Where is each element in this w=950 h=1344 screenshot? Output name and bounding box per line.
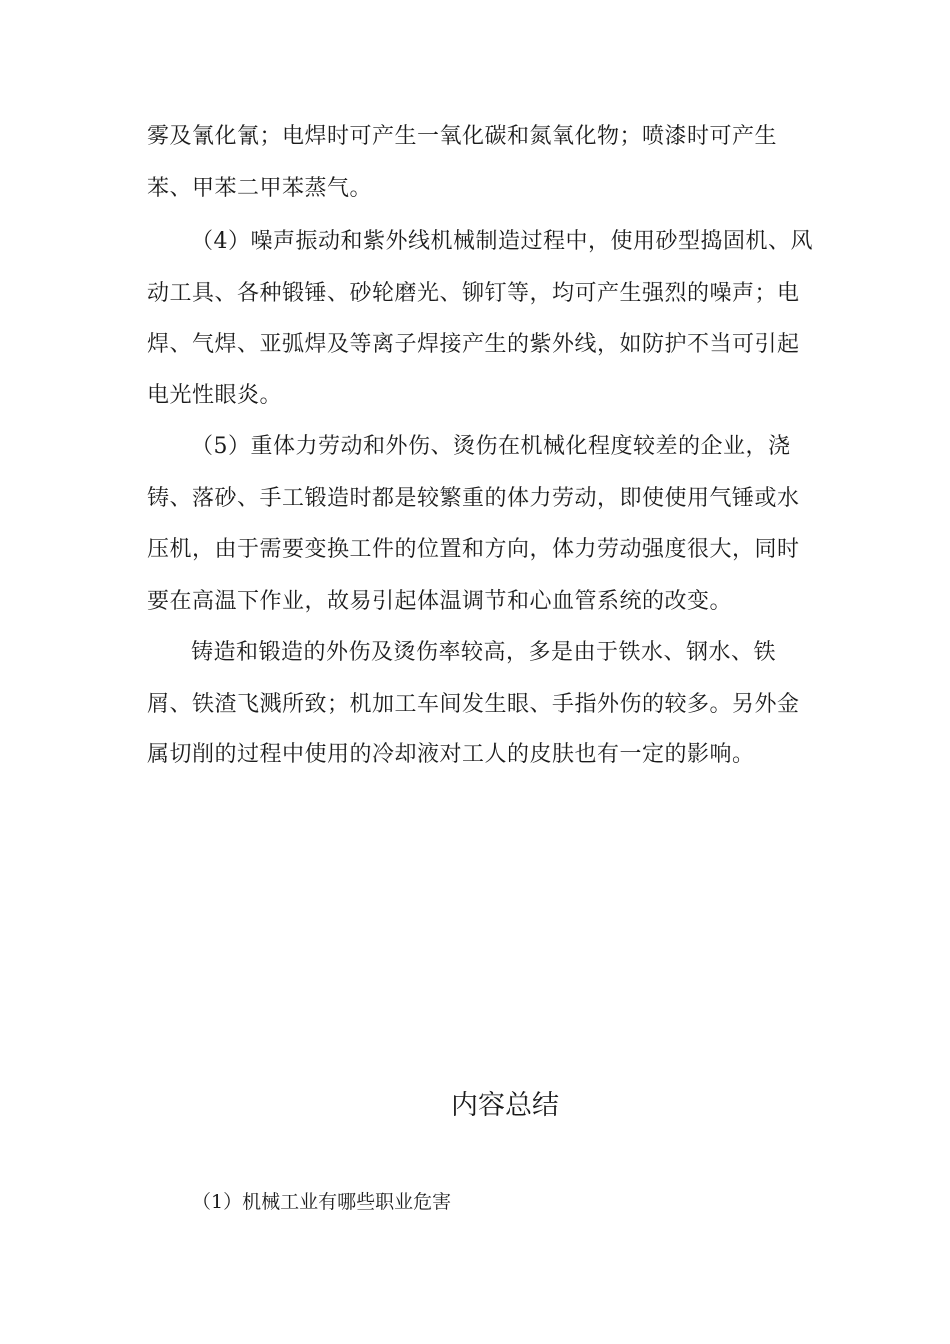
summary-title: 内容总结 xyxy=(451,1090,559,1121)
paragraph-line: 动工具、各种锻锤、砂轮磨光、铆钉等，均可产生强烈的噪声；电 xyxy=(147,281,800,306)
paragraph-line: 雾及氰化氰；电焊时可产生一氧化碳和氮氧化物；喷漆时可产生 xyxy=(147,124,778,149)
paragraph-line: 铸、落砂、手工锻造时都是较繁重的体力劳动，即使使用气锤或水 xyxy=(147,486,800,511)
paragraph-line: 电光性眼炎。 xyxy=(147,383,283,408)
paragraph-line: 焊、气焊、亚弧焊及等离子焊接产生的紫外线，如防护不当可引起 xyxy=(147,332,800,357)
paragraph-line: （5）重体力劳动和外伤、烫伤在机械化程度较差的企业，浇 xyxy=(191,434,791,459)
paragraph-line: 属切削的过程中使用的冷却液对工人的皮肤也有一定的影响。 xyxy=(147,742,755,767)
paragraph-line: 铸造和锻造的外伤及烫伤率较高，多是由于铁水、钢水、铁 xyxy=(191,640,777,665)
paragraph-line: （4）噪声振动和紫外线机械制造过程中，使用砂型捣固机、风 xyxy=(191,229,813,254)
paragraph-line: 屑、铁渣飞溅所致；机加工车间发生眼、手指外伤的较多。另外金 xyxy=(147,692,800,717)
summary-item: （1）机械工业有哪些职业危害 xyxy=(192,1191,452,1213)
paragraph-line: 苯、甲苯二甲苯蒸气。 xyxy=(147,176,373,201)
paragraph-line: 压机，由于需要变换工件的位置和方向，体力劳动强度很大，同时 xyxy=(147,537,800,562)
paragraph-line: 要在高温下作业，故易引起体温调节和心血管系统的改变。 xyxy=(147,589,733,614)
